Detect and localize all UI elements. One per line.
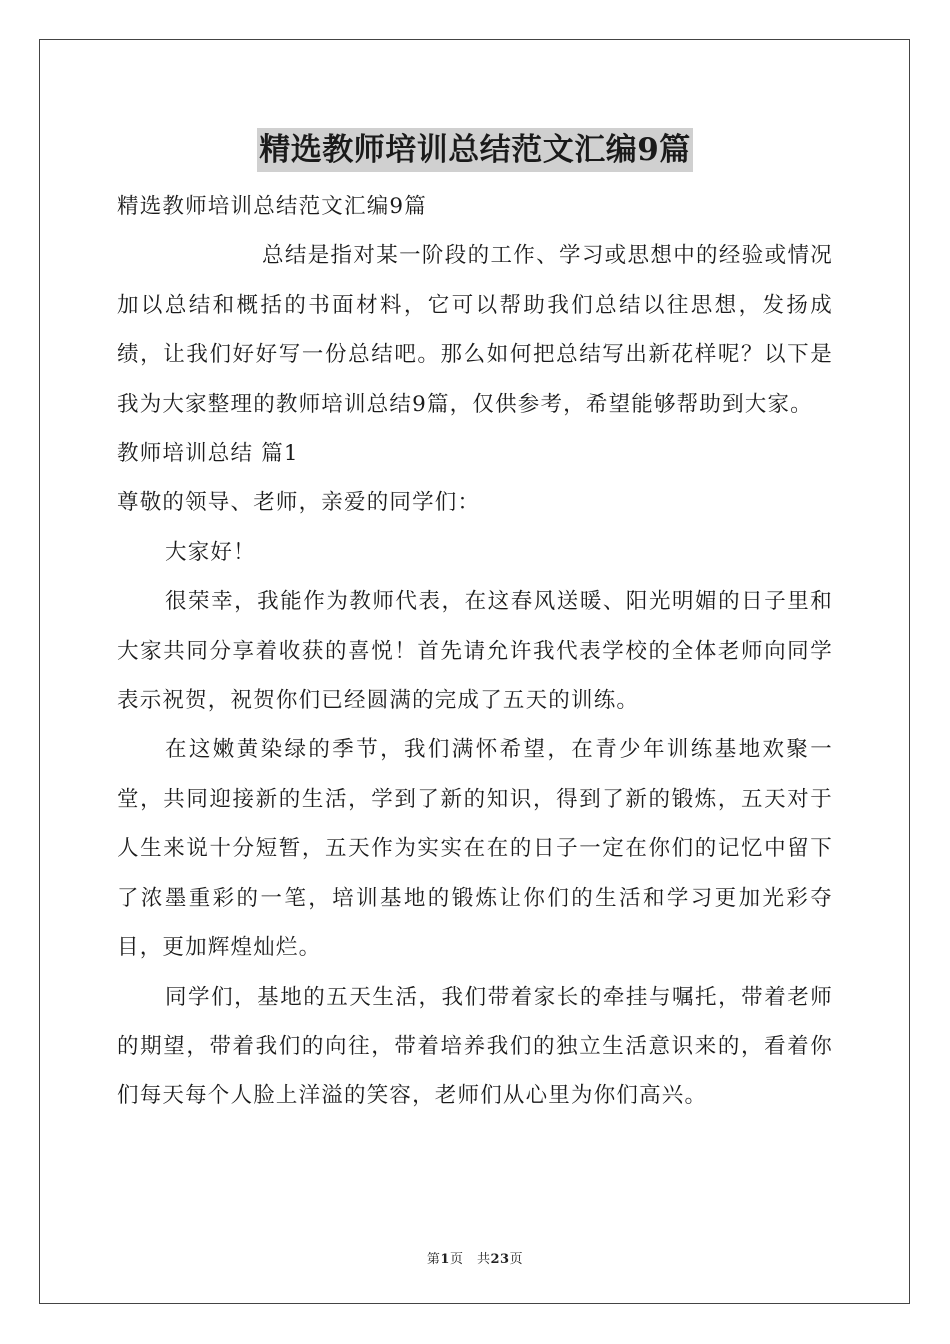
greeting: 大家好！ (165, 539, 256, 565)
footer-prefix: 第 (426, 1252, 441, 1267)
document-subtitle: 精选教师培训总结范文汇编9篇 (117, 194, 427, 219)
footer-mid: 页 共 (449, 1252, 491, 1267)
salutation: 尊敬的领导、老师，亲爱的同学们： (117, 490, 481, 516)
page-footer (0, 1248, 950, 1267)
document-title: 精选教师培训总结范文汇编9篇 (257, 128, 693, 172)
footer-suffix: 页 (509, 1252, 524, 1267)
body-paragraph: 很荣幸，我能作为教师代表，在这春风送暖、阳光明媚的日子里和大家共同分享着收获的喜悦！首先请允许我代表学校的全体老师向同学表示祝贺，祝贺你们已经圆满的完成了五天的训练。 (117, 589, 833, 714)
total-pages-number: 23 (490, 1252, 510, 1267)
body-paragraph: 在这嫩黄染绿的季节，我们满怀希望，在青少年训练基地欢聚一堂，共同迎接新的生活，学到了新的知识，得到了新的锻炼，五天对于人生来说十分短暂，五天作为实实在在的日子一定在你们的记忆中留下了浓墨重彩的一笔，培训基地的锻炼让你们的生活和学习更加光彩夺目，更加辉煌灿烂。 (117, 737, 833, 961)
current-page-number: 1 (440, 1252, 450, 1267)
title-container (0, 128, 950, 172)
body-paragraph: 同学们，基地的五天生活，我们带着家长的牵挂与嘱托，带着老师的期望，带着我们的向往，带着培养我们的独立生活意识来的，看着你们每天每个人脸上洋溢的笑容，老师们从心里为你们高兴。 (117, 984, 833, 1109)
intro-paragraph: 总结是指对某一阶段的工作、学习或思想中的经验或情况加以总结和概括的书面材料，它可以帮助我们总结以往思想，发扬成绩，让我们好好写一份总结吧。那么如何把总结写出新花样呢？以下是我为大家整理的教师培训总结9篇，仅供参考，希望能够帮助到大家。 (117, 243, 833, 417)
document-body (117, 182, 833, 1121)
section-heading: 教师培训总结 篇1 (117, 441, 299, 467)
